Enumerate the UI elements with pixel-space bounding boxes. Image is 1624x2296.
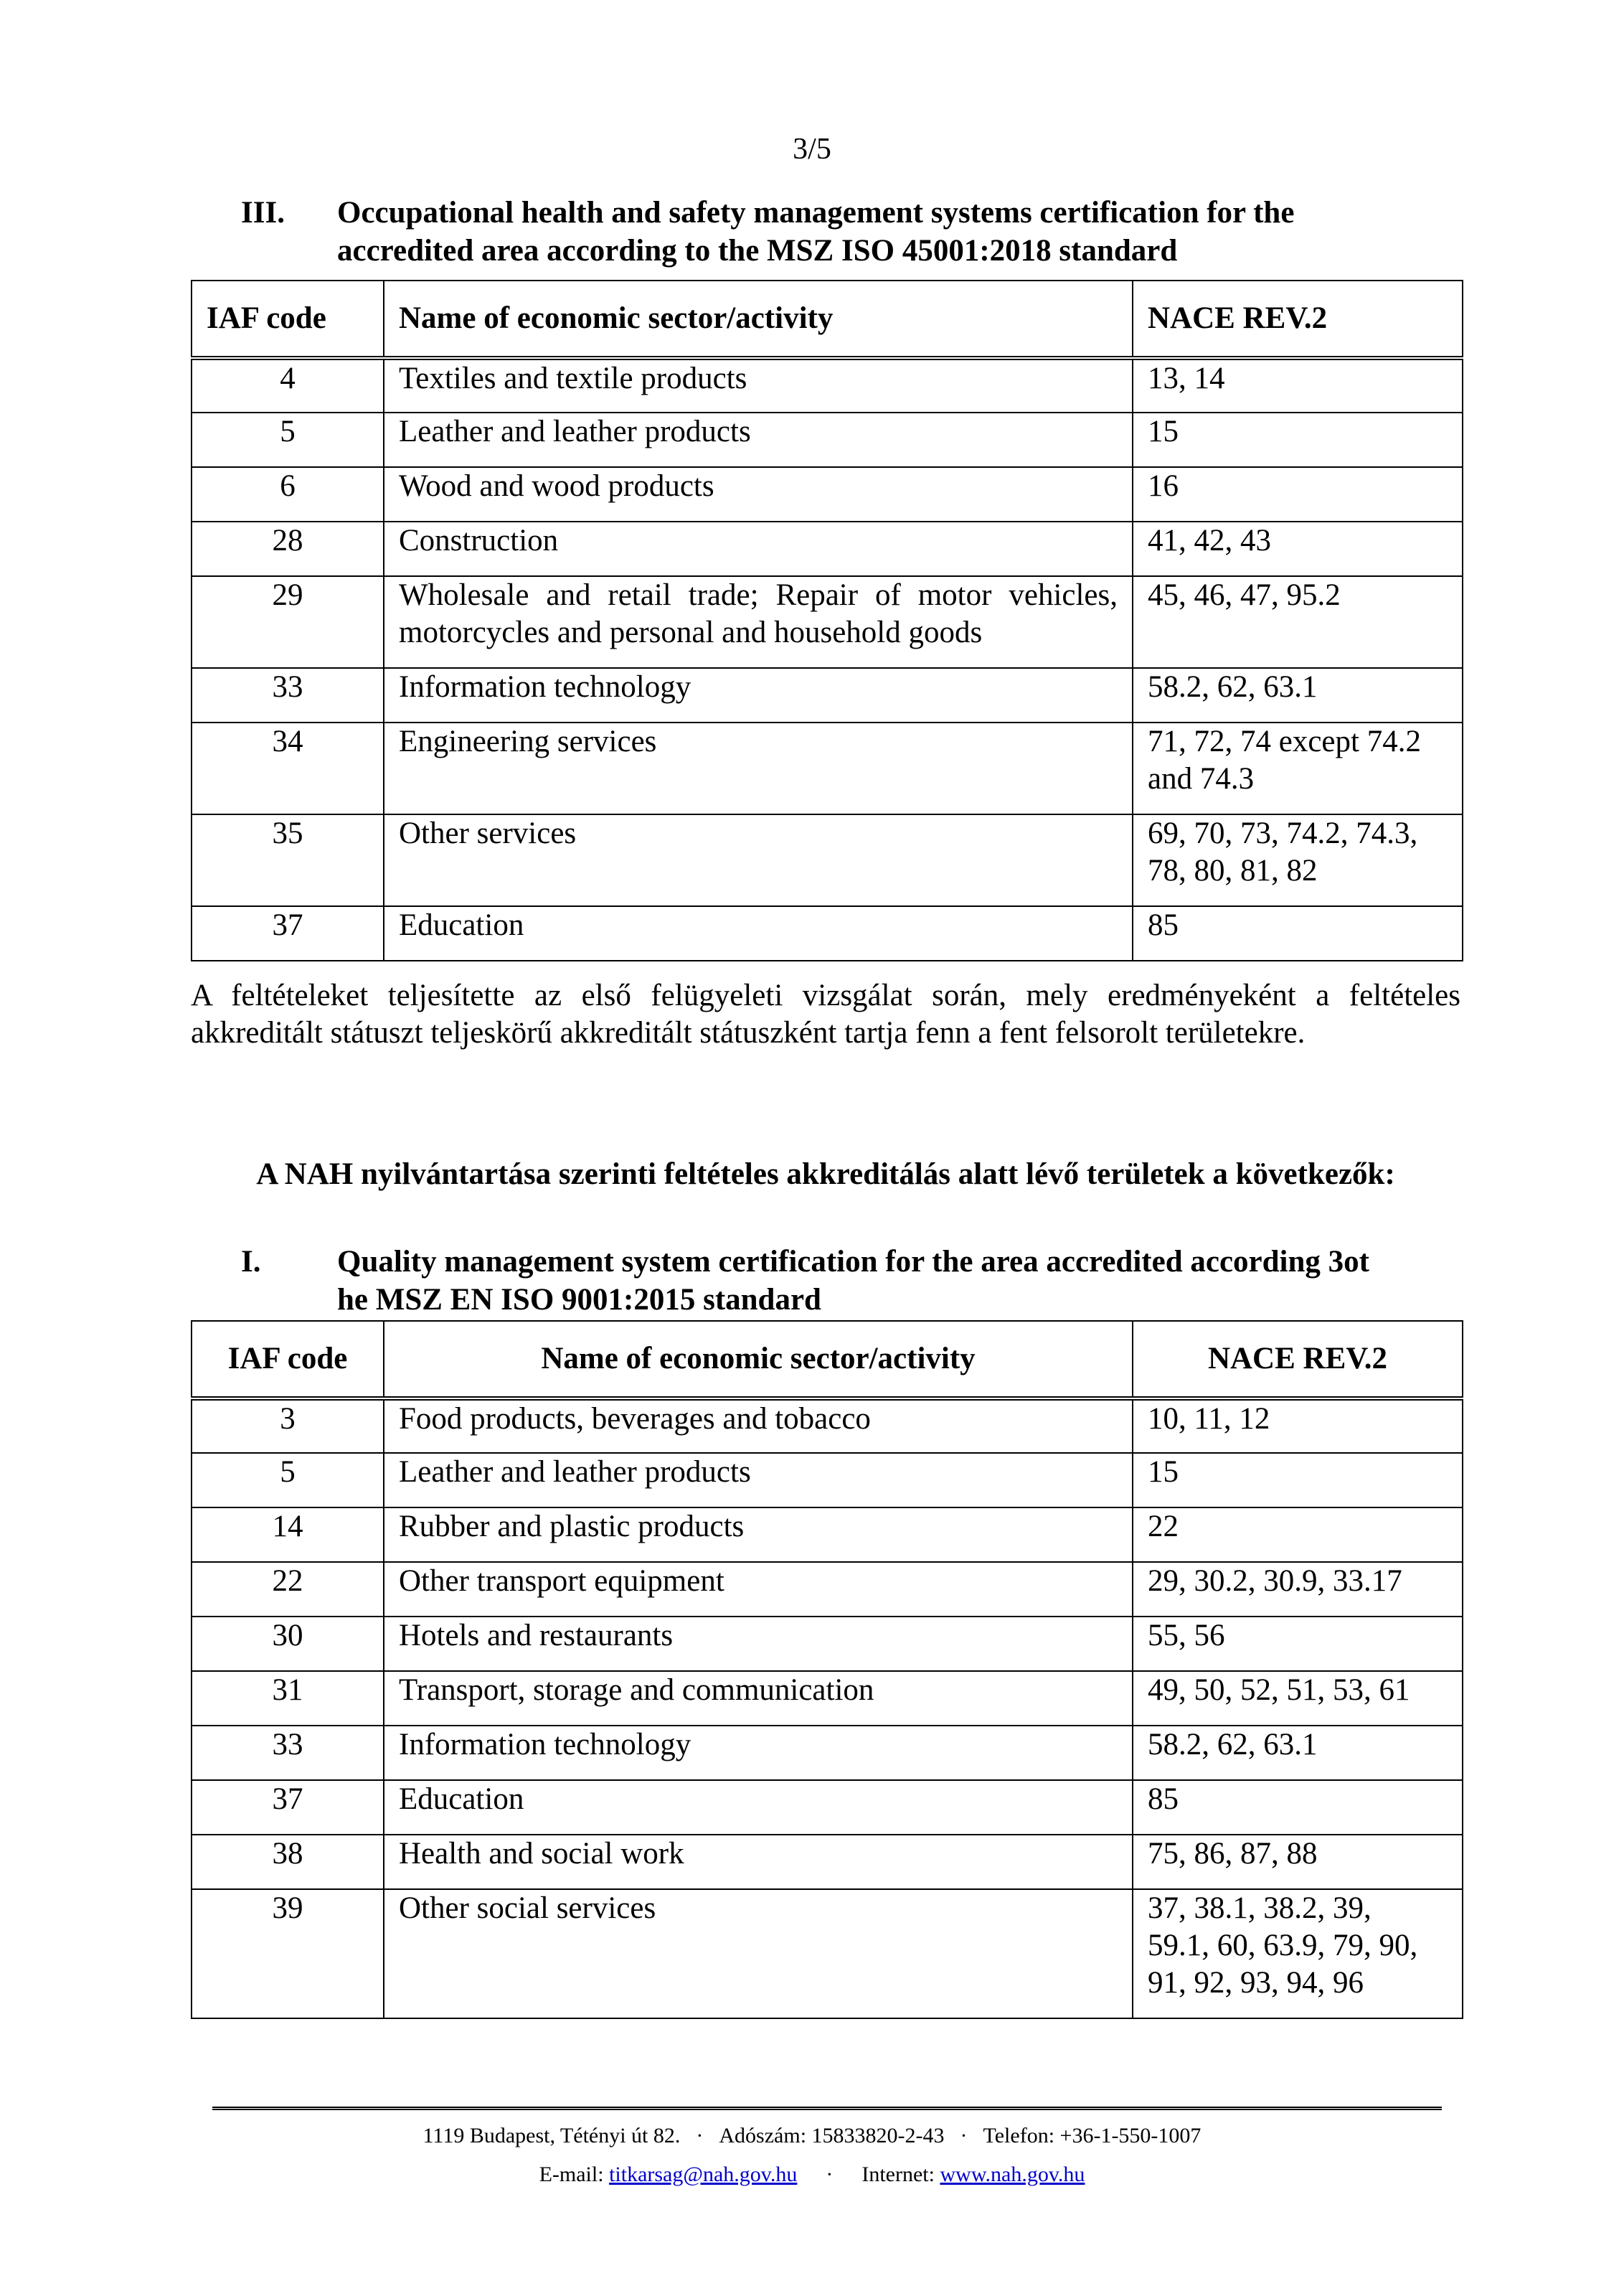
table-row (192, 1398, 1463, 1453)
sector-name-line: Health and social work (399, 1837, 684, 1871)
iaf-code-cell: 30 (192, 1617, 384, 1671)
sector-name-line: Engineering services (399, 725, 657, 758)
nace-line: 15 (1148, 1455, 1179, 1489)
sector-name-line: Other social services (399, 1891, 656, 1925)
sector-name-cell (384, 522, 1133, 576)
nace-line: 45, 46, 47, 95.2 (1148, 578, 1341, 612)
nace-line: 85 (1148, 1782, 1179, 1816)
sector-name-cell (384, 1780, 1133, 1835)
header-sector-name: Name of economic sector/activity (384, 281, 1133, 358)
nace-line: 69, 70, 73, 74.2, 74.3, (1148, 817, 1418, 850)
sector-name-cell (384, 1889, 1133, 2018)
table-row (192, 413, 1463, 467)
sector-name-line: motorcycles and personal and household goods (399, 616, 983, 649)
nace-line: 91, 92, 93, 94, 96 (1148, 1966, 1364, 2000)
iaf-code-cell: 28 (192, 522, 384, 576)
nace-line: 29, 30.2, 30.9, 33.17 (1148, 1564, 1402, 1598)
footer-email-label: E-mail: (539, 2163, 604, 2186)
table-row (192, 906, 1463, 961)
nace-line: 16 (1148, 469, 1179, 503)
sector-name-line: Wholesale and retail trade; Repair of motor vehicles, (399, 578, 1118, 612)
sector-name-line: Construction (399, 524, 559, 557)
nace-cell (1133, 467, 1463, 522)
footer-website-link[interactable]: www.nah.gov.hu (940, 2163, 1085, 2186)
nace-cell (1133, 1617, 1463, 1671)
sector-name-cell (384, 1453, 1133, 1507)
iaf-code-cell: 22 (192, 1562, 384, 1617)
nace-cell (1133, 1726, 1463, 1780)
section-title (337, 194, 1456, 270)
nace-cell (1133, 1507, 1463, 1562)
table-row (192, 814, 1463, 906)
sector-name-line: Transport, storage and communication (399, 1673, 874, 1707)
sector-name-line: Education (399, 908, 524, 942)
nace-cell (1133, 1562, 1463, 1617)
sector-name-line: Food products, beverages and tobacco (399, 1402, 871, 1436)
sector-name-cell (384, 814, 1133, 906)
footer-email-link[interactable]: titkarsag@nah.gov.hu (609, 2163, 798, 2186)
nace-cell (1133, 1453, 1463, 1507)
nace-cell (1133, 413, 1463, 467)
conditional-areas-heading: A NAH nyilvántartása szerinti feltételes akkreditálás alatt lévő területek a következők: (256, 1157, 1395, 1191)
sector-name-cell (384, 576, 1133, 668)
sector-name-cell (384, 1671, 1133, 1726)
footer-separator: · (826, 2163, 834, 2186)
sector-name-line: Leather and leather products (399, 1455, 751, 1489)
nace-cell (1133, 1780, 1463, 1835)
nace-cell (1133, 1398, 1463, 1453)
nace-line: 22 (1148, 1510, 1179, 1543)
iaf-code-cell: 5 (192, 413, 384, 467)
footer-divider (212, 2107, 1442, 2110)
nace-cell (1133, 814, 1463, 906)
nace-cell (1133, 522, 1463, 576)
nace-cell (1133, 1671, 1463, 1726)
iaf-code-cell: 14 (192, 1507, 384, 1562)
sector-name-cell (384, 1562, 1133, 1617)
iaf-code-cell: 31 (192, 1671, 384, 1726)
iaf-code-cell: 35 (192, 814, 384, 906)
page-number: 3/5 (793, 133, 831, 166)
nace-line: 78, 80, 81, 82 (1148, 854, 1318, 888)
sector-name-line: Information technology (399, 1728, 691, 1761)
paragraph-line: A feltételeket teljesítette az első felügyeleti vizsgálat során, mely eredményeként a feltételes (191, 979, 1460, 1012)
sector-name-cell (384, 1398, 1133, 1453)
section-title-line: Quality management system certification for the area accredited according 3ot (337, 1245, 1369, 1279)
iaf-code-cell: 33 (192, 668, 384, 723)
footer-internet-label: Internet: (861, 2163, 935, 2186)
iaf-code-cell: 37 (192, 1780, 384, 1835)
sector-name-cell (384, 1617, 1133, 1671)
iaf-code-cell: 5 (192, 1453, 384, 1507)
table-row (192, 576, 1463, 668)
nace-line: 49, 50, 52, 51, 53, 61 (1148, 1673, 1410, 1707)
footer-tax-number: Adószám: 15833820-2-43 (719, 2124, 945, 2147)
status-paragraph (191, 977, 1460, 1052)
iaf-code-cell: 37 (192, 906, 384, 961)
nace-line: 59.1, 60, 63.9, 79, 90, (1148, 1929, 1418, 1962)
table-row (192, 522, 1463, 576)
section-title (337, 1243, 1456, 1319)
sector-name-cell (384, 1726, 1133, 1780)
sector-name-line: Textiles and textile products (399, 362, 747, 395)
sector-name-line: Leather and leather products (399, 415, 751, 448)
sector-name-line: Wood and wood products (399, 469, 714, 503)
nace-cell (1133, 668, 1463, 723)
sector-name-cell (384, 668, 1133, 723)
iaf-code-cell: 6 (192, 467, 384, 522)
header-iaf-code: IAF code (192, 1321, 384, 1398)
nace-cell (1133, 576, 1463, 668)
iaf-code-cell: 39 (192, 1889, 384, 2018)
nace-line: and 74.3 (1148, 762, 1255, 796)
sector-name-cell (384, 413, 1133, 467)
section-title-line: he MSZ EN ISO 9001:2015 standard (337, 1283, 821, 1317)
nace-cell (1133, 723, 1463, 814)
table-row (192, 668, 1463, 723)
sector-name-cell (384, 906, 1133, 961)
sector-name-line: Information technology (399, 670, 691, 704)
header-sector-name: Name of economic sector/activity (384, 1321, 1133, 1398)
nace-cell (1133, 1835, 1463, 1889)
section-number: III. (241, 196, 285, 230)
nace-line: 10, 11, 12 (1148, 1402, 1270, 1436)
nace-line: 71, 72, 74 except 74.2 (1148, 725, 1421, 758)
nace-line: 75, 86, 87, 88 (1148, 1837, 1318, 1871)
nace-line: 13, 14 (1148, 362, 1225, 395)
sector-name-cell (384, 467, 1133, 522)
qms-sector-table (191, 1320, 1463, 2019)
table-row (192, 723, 1463, 814)
paragraph-line: akkreditált státuszt teljeskörű akkreditált státuszként tartja fenn a fent felsorolt területekre. (191, 1016, 1306, 1050)
table-row (192, 1835, 1463, 1889)
table-row (192, 358, 1463, 413)
iaf-code-cell: 34 (192, 723, 384, 814)
footer-address: 1119 Budapest, Tétényi út 82. (422, 2124, 681, 2147)
iaf-code-cell: 33 (192, 1726, 384, 1780)
section-title-line: accredited area according to the MSZ ISO 45001:2018 standard (337, 234, 1178, 268)
iaf-code-cell: 29 (192, 576, 384, 668)
nace-line: 55, 56 (1148, 1619, 1225, 1652)
sector-name-cell (384, 1835, 1133, 1889)
nace-line: 58.2, 62, 63.1 (1148, 670, 1318, 704)
header-nace: NACE REV.2 (1133, 281, 1463, 358)
table-row (192, 467, 1463, 522)
sector-name-line: Rubber and plastic products (399, 1510, 745, 1543)
footer-separator: · (696, 2124, 704, 2147)
header-iaf-code: IAF code (192, 281, 384, 358)
sector-name-cell (384, 358, 1133, 413)
table-row (192, 1889, 1463, 2018)
nace-cell (1133, 906, 1463, 961)
iaf-code-cell: 38 (192, 1835, 384, 1889)
nace-cell (1133, 1889, 1463, 2018)
table-row (192, 1726, 1463, 1780)
iaf-code-cell: 4 (192, 358, 384, 413)
table-row (192, 1617, 1463, 1671)
iaf-code-cell: 3 (192, 1398, 384, 1453)
header-nace: NACE REV.2 (1133, 1321, 1463, 1398)
nace-line: 85 (1148, 908, 1179, 942)
footer-phone: Telefon: +36-1-550-1007 (983, 2124, 1202, 2147)
sector-name-line: Other transport equipment (399, 1564, 724, 1598)
footer-separator: · (960, 2124, 968, 2147)
table-row (192, 1671, 1463, 1726)
ohs-sector-table (191, 280, 1463, 961)
footer-address-line (0, 2124, 1624, 2148)
table-row (192, 1780, 1463, 1835)
sector-name-line: Hotels and restaurants (399, 1619, 674, 1652)
table-row (192, 1562, 1463, 1617)
nace-cell (1133, 358, 1463, 413)
section-number: I. (241, 1245, 261, 1279)
nace-line: 37, 38.1, 38.2, 39, (1148, 1891, 1372, 1925)
section-title-line: Occupational health and safety management systems certification for the (337, 196, 1295, 230)
sector-name-line: Other services (399, 817, 577, 850)
table-row (192, 1507, 1463, 1562)
table-row (192, 1453, 1463, 1507)
nace-line: 15 (1148, 415, 1179, 448)
nace-line: 41, 42, 43 (1148, 524, 1271, 557)
nace-line: 58.2, 62, 63.1 (1148, 1728, 1318, 1761)
sector-name-cell (384, 723, 1133, 814)
footer-contact-line (0, 2163, 1624, 2187)
sector-name-line: Education (399, 1782, 524, 1816)
sector-name-cell (384, 1507, 1133, 1562)
